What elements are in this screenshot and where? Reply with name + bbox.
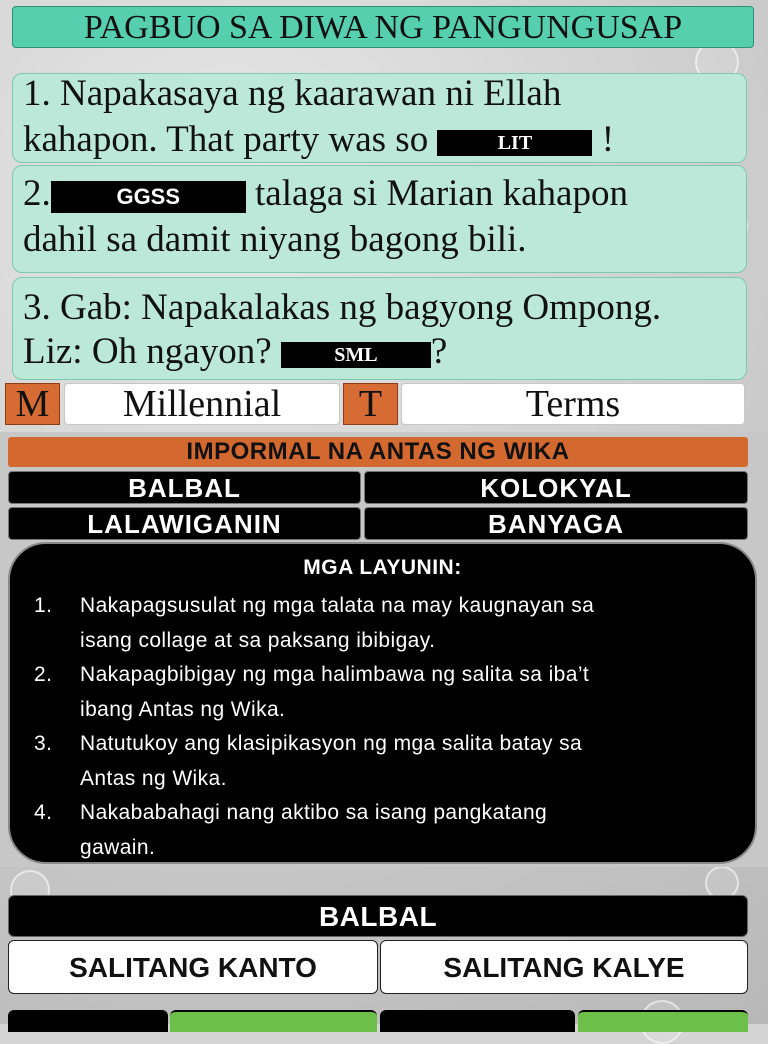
sentence-3-text: Liz: Oh ngayon? [23, 331, 281, 372]
slide3-header: BALBAL [8, 895, 748, 937]
objective-line: ibang Antas ng Wika. [80, 697, 286, 721]
sentence-3-punct: ? [430, 331, 448, 372]
bottom-tab-2 [170, 1010, 377, 1032]
objectives-list [28, 589, 728, 865]
slide2-header: IMPORMAL NA ANTAS NG WIKA [8, 437, 748, 467]
type-balbal: BALBAL [8, 471, 361, 504]
objective-line: isang collage at sa paksang ibibigay. [80, 628, 436, 652]
objective-item [28, 727, 728, 796]
sentence-1-line-2 [23, 116, 736, 164]
slide1-title: PAGBUO SA DIWA NG PANGUNGUSAP [12, 6, 754, 48]
legend-t-word: Terms [401, 383, 745, 425]
objective-number: 1. [34, 594, 53, 617]
bottom-tab-1 [8, 1010, 168, 1032]
sentence-3-line-1: 3. Gab: Napakalakas ng bagyong Ompong. [23, 287, 662, 328]
sentence-card-2 [12, 165, 747, 273]
objectives-panel [8, 542, 757, 864]
type-kolokyal: KOLOKYAL [364, 471, 748, 504]
objectives-title: MGA LAYUNIN: [303, 556, 462, 579]
legend-t-letter: T [343, 383, 398, 425]
objective-line: Natutukoy ang klasipikasyon ng mga salita batay sa [80, 732, 583, 755]
sentence-1-punct: ! [592, 119, 615, 160]
objective-line: gawain. [80, 835, 156, 859]
objective-number: 3. [34, 732, 53, 755]
legend-m-letter: M [5, 383, 60, 425]
objective-number: 4. [34, 801, 53, 824]
blank-answer-lit: LIT [437, 130, 592, 156]
objective-line: Nakababahagi nang aktibo sa isang pangkatang [80, 801, 548, 824]
legend-m-word: Millennial [64, 383, 340, 425]
sentence-1-line-1: 1. Napakasaya ng kaarawan ni Ellah [23, 73, 562, 114]
objective-item [28, 796, 728, 865]
type-lalawiganin: LALAWIGANIN [8, 507, 361, 540]
sentence-3-line-2 [23, 328, 736, 376]
sentence-2-line-1 [23, 170, 736, 218]
sentence-2-text: talaga si Marian kahapon [245, 173, 628, 214]
objective-number: 2. [34, 663, 53, 686]
salitang-kalye-box: SALITANG KALYE [380, 940, 748, 994]
bottom-tab-3 [380, 1010, 575, 1032]
sentence-card-1 [12, 73, 747, 163]
objective-item [28, 658, 728, 727]
salitang-kanto-box: SALITANG KANTO [8, 940, 378, 994]
sentence-card-3 [12, 277, 747, 380]
blank-answer-sml: SML [281, 342, 431, 368]
blank-answer-ggss: GGSS [51, 181, 246, 213]
objective-line: Nakapagbibigay ng mga halimbawa ng salita sa iba’t [80, 663, 590, 686]
bottom-tab-4 [578, 1010, 748, 1032]
objective-item [28, 589, 728, 658]
sentence-2-number: 2. [23, 173, 51, 214]
sentence-2-line-2: dahil sa damit niyang bagong bili. [23, 219, 527, 260]
type-banyaga: BANYAGA [364, 507, 748, 540]
objective-line: Nakapagsusulat ng mga talata na may kaugnayan sa [80, 594, 595, 617]
objective-line: Antas ng Wika. [80, 766, 227, 790]
sentence-1-text: kahapon. That party was so [23, 119, 438, 160]
